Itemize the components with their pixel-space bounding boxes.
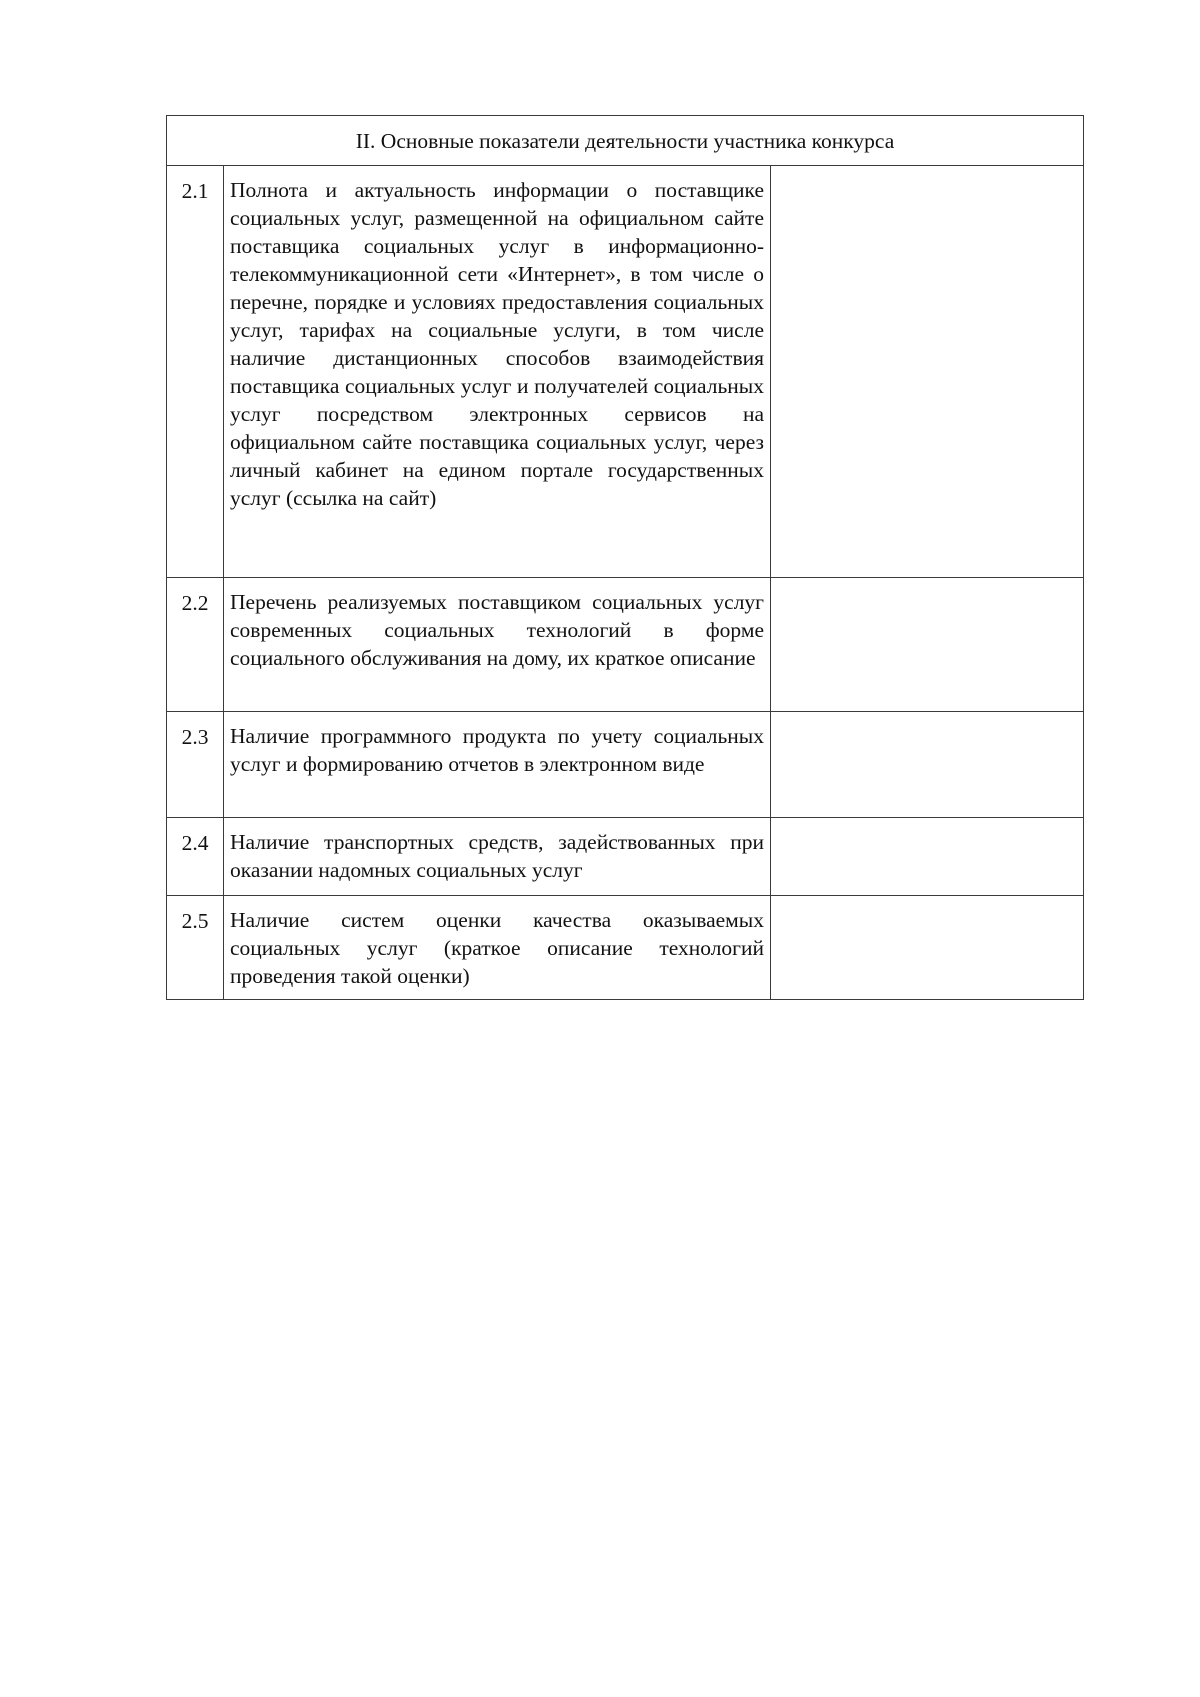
indicator-value-cell[interactable]: [771, 712, 1084, 818]
table-row: [167, 818, 1084, 896]
table-row: [167, 712, 1084, 818]
row-number: 2.2: [167, 578, 224, 712]
row-number: 2.5: [167, 896, 224, 1000]
row-number: 2.1: [167, 166, 224, 578]
indicator-description: Наличие программного продукта по учету социальных услуг и формированию отчетов в электронном виде: [224, 712, 771, 818]
indicator-value-cell[interactable]: [771, 578, 1084, 712]
table-row: [167, 896, 1084, 1000]
row-number: 2.3: [167, 712, 224, 818]
indicator-value-cell[interactable]: [771, 896, 1084, 1000]
indicator-description: Наличие систем оценки качества оказываемых социальных услуг (краткое описание технологий проведения такой оценки): [224, 896, 771, 1000]
section-heading-row: [167, 116, 1084, 166]
row-number: 2.4: [167, 818, 224, 896]
table-row: [167, 578, 1084, 712]
indicator-value-cell[interactable]: [771, 818, 1084, 896]
indicator-description: Полнота и актуальность информации о поставщике социальных услуг, размещенной на официальном сайте поставщика социальных услуг в информационно-телекоммуникационной сети «Интернет», в том числе о перечне, порядке и условиях предоставления социальных услуг, тарифах на социальные услуги, в том числе наличие дистанционных способов взаимодействия поставщика социальных услуг и получателей социальных услуг посредством электронных сервисов на официальном сайте поставщика социальных услуг, через личный кабинет на едином портале государственных услуг (ссылка на сайт): [224, 166, 771, 578]
indicator-description: Перечень реализуемых поставщиком социальных услуг современных социальных технологий в форме социального обслуживания на дому, их краткое описание: [224, 578, 771, 712]
table-row: [167, 166, 1084, 578]
indicators-table: [166, 115, 1084, 1000]
indicator-value-cell[interactable]: [771, 166, 1084, 578]
section-title: II. Основные показатели деятельности участника конкурса: [167, 116, 1084, 166]
indicator-description: Наличие транспортных средств, задействованных при оказании надомных социальных услуг: [224, 818, 771, 896]
